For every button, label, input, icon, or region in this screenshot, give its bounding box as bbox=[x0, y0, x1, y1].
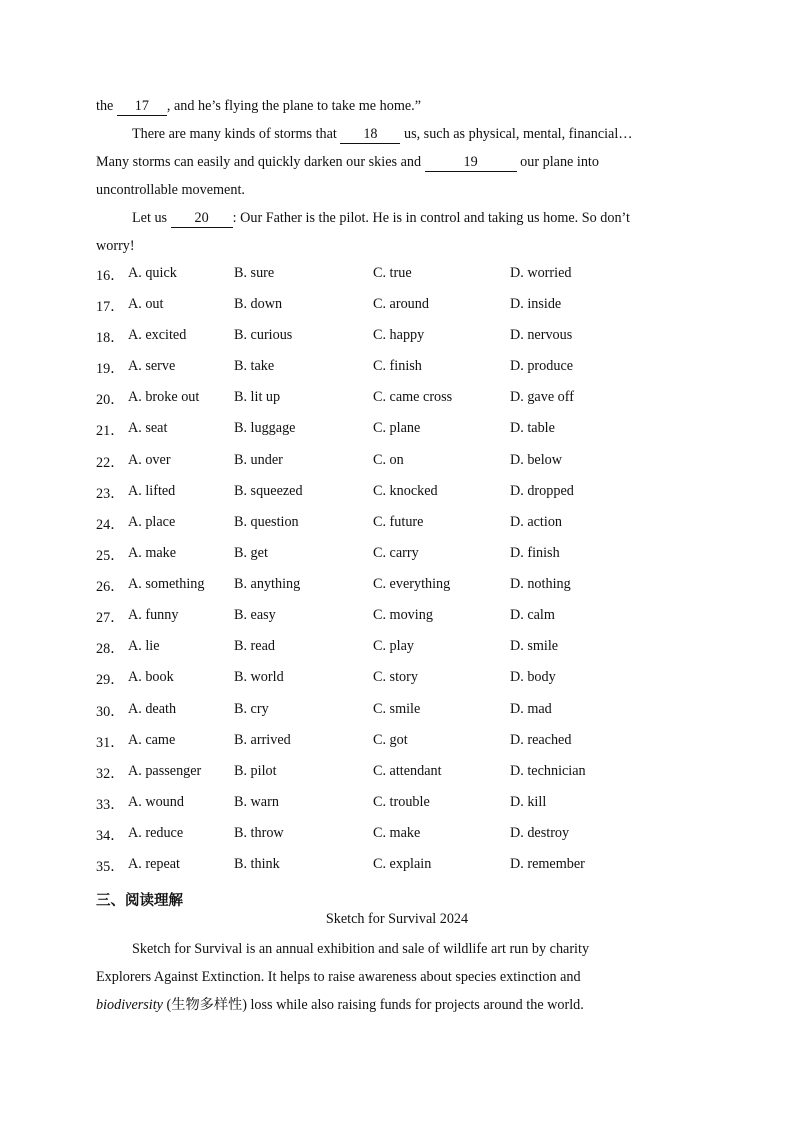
option-b: B. sure bbox=[234, 265, 275, 281]
question-number: 18． bbox=[96, 330, 125, 346]
question-row bbox=[96, 607, 716, 638]
option-d: D. table bbox=[510, 420, 555, 436]
passage-line: There are many kinds of storms that 18 us, such as physical, mental, financial… bbox=[132, 126, 633, 142]
question-row bbox=[96, 358, 716, 389]
question-row bbox=[96, 389, 716, 420]
option-b: B. cry bbox=[234, 701, 269, 717]
question-row bbox=[96, 701, 716, 732]
question-row bbox=[96, 420, 716, 451]
option-a: A. make bbox=[128, 545, 177, 561]
option-a: A. lie bbox=[128, 638, 160, 654]
option-d: D. inside bbox=[510, 296, 562, 312]
article-paragraph bbox=[96, 935, 696, 1019]
passage-line: Many storms can easily and quickly darken our skies and 19 our plane into bbox=[96, 154, 599, 170]
option-b: B. easy bbox=[234, 607, 276, 623]
option-d: D. gave off bbox=[510, 389, 574, 405]
option-b: B. down bbox=[234, 296, 283, 312]
italic-term: biodiversity bbox=[96, 997, 163, 1013]
option-c: C. explain bbox=[373, 856, 432, 872]
blank-19: 19 bbox=[425, 154, 517, 172]
option-c: C. attendant bbox=[373, 763, 442, 779]
question-row bbox=[96, 514, 716, 545]
option-a: A. quick bbox=[128, 265, 177, 281]
option-d: D. action bbox=[510, 514, 563, 530]
option-d: D. smile bbox=[510, 638, 559, 654]
option-d: D. finish bbox=[510, 545, 560, 561]
option-a: A. over bbox=[128, 452, 171, 468]
option-a: A. lifted bbox=[128, 483, 176, 499]
option-c: C. true bbox=[373, 265, 412, 281]
option-d: D. worried bbox=[510, 265, 572, 281]
option-c: C. trouble bbox=[373, 794, 430, 810]
option-d: D. kill bbox=[510, 794, 547, 810]
option-a: A. funny bbox=[128, 607, 179, 623]
option-d: D. below bbox=[510, 452, 563, 468]
option-a: A. repeat bbox=[128, 856, 180, 872]
question-number: 16． bbox=[96, 268, 125, 284]
option-a: A. came bbox=[128, 732, 176, 748]
option-c: C. carry bbox=[373, 545, 419, 561]
option-b: B. curious bbox=[234, 327, 293, 343]
option-b: B. take bbox=[234, 358, 275, 374]
article-line: Explorers Against Extinction. It helps to raise awareness about species extinction and bbox=[96, 969, 581, 985]
blank-17: 17 bbox=[117, 98, 167, 116]
option-c: C. moving bbox=[373, 607, 433, 623]
option-a: A. broke out bbox=[128, 389, 200, 405]
option-a: A. wound bbox=[128, 794, 184, 810]
question-row bbox=[96, 638, 716, 669]
question-row bbox=[96, 856, 716, 887]
option-a: A. seat bbox=[128, 420, 168, 436]
question-number: 35． bbox=[96, 859, 125, 875]
blank-20: 20 bbox=[171, 210, 233, 228]
question-number: 23． bbox=[96, 486, 125, 502]
option-b: B. pilot bbox=[234, 763, 277, 779]
option-b: B. under bbox=[234, 452, 283, 468]
question-number: 33． bbox=[96, 797, 125, 813]
question-row bbox=[96, 545, 716, 576]
question-number: 21． bbox=[96, 423, 125, 439]
option-c: C. make bbox=[373, 825, 421, 841]
option-a: A. something bbox=[128, 576, 205, 592]
option-b: B. world bbox=[234, 669, 284, 685]
option-b: B. throw bbox=[234, 825, 284, 841]
option-d: D. produce bbox=[510, 358, 574, 374]
option-d: D. technician bbox=[510, 763, 586, 779]
option-d: D. destroy bbox=[510, 825, 570, 841]
option-b: B. read bbox=[234, 638, 275, 654]
option-b: B. luggage bbox=[234, 420, 296, 436]
question-row bbox=[96, 763, 716, 794]
option-c: C. happy bbox=[373, 327, 425, 343]
article-title: Sketch for Survival 2024 bbox=[325, 911, 469, 927]
question-number: 34． bbox=[96, 828, 125, 844]
question-row bbox=[96, 732, 716, 763]
option-d: D. remember bbox=[510, 856, 585, 872]
option-a: A. death bbox=[128, 701, 177, 717]
option-d: D. body bbox=[510, 669, 556, 685]
question-row bbox=[96, 296, 716, 327]
option-b: B. warn bbox=[234, 794, 279, 810]
option-c: C. smile bbox=[373, 701, 421, 717]
question-row bbox=[96, 265, 716, 296]
option-c: C. everything bbox=[373, 576, 451, 592]
passage-line: uncontrollable movement. bbox=[96, 182, 245, 198]
option-c: C. play bbox=[373, 638, 414, 654]
question-number: 20． bbox=[96, 392, 125, 408]
option-a: A. serve bbox=[128, 358, 176, 374]
option-b: B. lit up bbox=[234, 389, 281, 405]
option-c: C. plane bbox=[373, 420, 421, 436]
option-d: D. mad bbox=[510, 701, 552, 717]
option-a: A. out bbox=[128, 296, 164, 312]
option-c: C. around bbox=[373, 296, 429, 312]
question-row bbox=[96, 669, 716, 700]
option-d: D. reached bbox=[510, 732, 572, 748]
question-number: 31． bbox=[96, 735, 125, 751]
option-c: C. knocked bbox=[373, 483, 438, 499]
passage-line: Let us 20 : Our Father is the pilot. He is in control and taking us home. So don’t bbox=[132, 210, 630, 226]
passage-line: worry! bbox=[96, 238, 135, 254]
option-c: C. came cross bbox=[373, 389, 453, 405]
question-row bbox=[96, 576, 716, 607]
question-number: 22． bbox=[96, 455, 125, 471]
option-b: B. get bbox=[234, 545, 268, 561]
section-heading: 三、阅读理解 bbox=[96, 893, 183, 909]
option-c: C. future bbox=[373, 514, 424, 530]
option-d: D. calm bbox=[510, 607, 555, 623]
option-b: B. anything bbox=[234, 576, 301, 592]
question-number: 32． bbox=[96, 766, 125, 782]
question-row bbox=[96, 327, 716, 358]
article-line: biodiversity (生物多样性) loss while also raising funds for projects around the world. bbox=[96, 997, 584, 1013]
option-b: B. arrived bbox=[234, 732, 291, 748]
option-a: A. reduce bbox=[128, 825, 184, 841]
question-number: 17． bbox=[96, 299, 125, 315]
option-b: B. squeezed bbox=[234, 483, 303, 499]
passage-text bbox=[96, 92, 696, 260]
article-line: Sketch for Survival is an annual exhibition and sale of wildlife art run by charity bbox=[132, 941, 590, 957]
option-a: A. passenger bbox=[128, 763, 202, 779]
option-b: B. think bbox=[234, 856, 280, 872]
option-a: A. place bbox=[128, 514, 176, 530]
option-d: D. nothing bbox=[510, 576, 571, 592]
option-c: C. story bbox=[373, 669, 418, 685]
option-b: B. question bbox=[234, 514, 299, 530]
option-d: D. dropped bbox=[510, 483, 574, 499]
question-row bbox=[96, 483, 716, 514]
question-number: 26． bbox=[96, 579, 125, 595]
option-c: C. got bbox=[373, 732, 408, 748]
blank-18: 18 bbox=[340, 126, 400, 144]
option-c: C. on bbox=[373, 452, 404, 468]
question-row bbox=[96, 794, 716, 825]
option-d: D. nervous bbox=[510, 327, 573, 343]
question-number: 30． bbox=[96, 704, 125, 720]
passage-line: the 17 , and he’s flying the plane to take me home.” bbox=[96, 98, 422, 114]
question-row bbox=[96, 452, 716, 483]
option-c: C. finish bbox=[373, 358, 422, 374]
question-number: 28． bbox=[96, 641, 125, 657]
question-number: 27． bbox=[96, 610, 125, 626]
question-number: 25． bbox=[96, 548, 125, 564]
question-row bbox=[96, 825, 716, 856]
option-a: A. excited bbox=[128, 327, 187, 343]
option-a: A. book bbox=[128, 669, 174, 685]
question-number: 19． bbox=[96, 361, 125, 377]
question-number: 24． bbox=[96, 517, 125, 533]
question-number: 29． bbox=[96, 672, 125, 688]
